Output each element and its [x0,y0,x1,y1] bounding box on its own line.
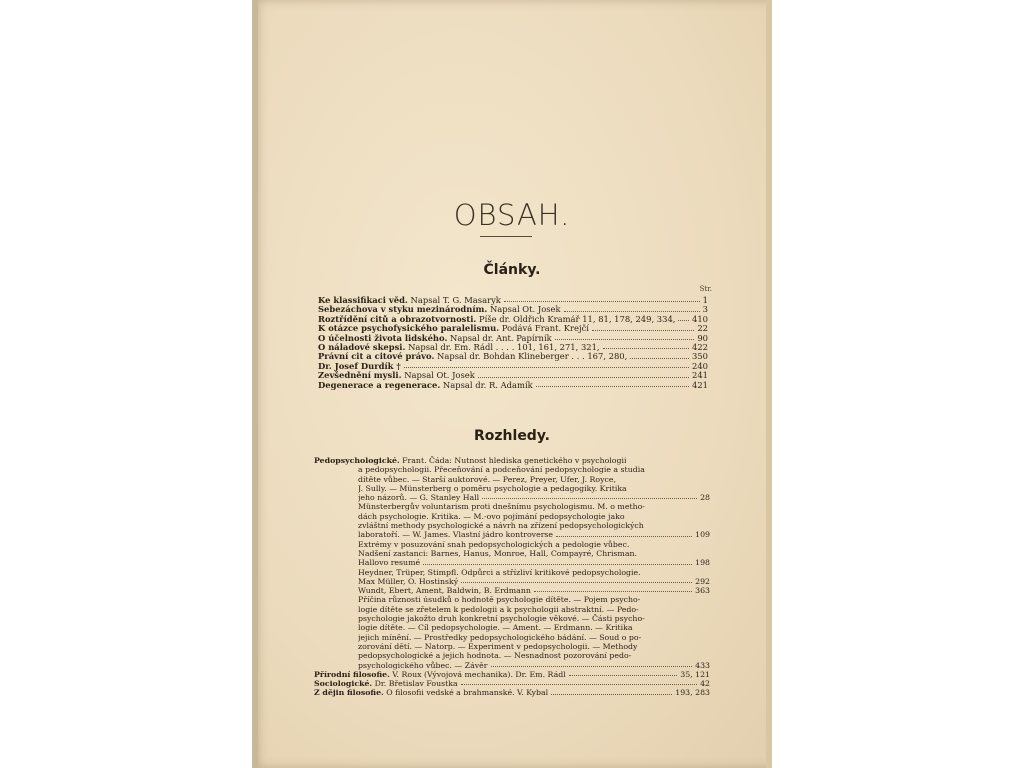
article-author: Podává Frant. Krejčí [499,324,589,334]
article-page: 241 [692,370,708,381]
book-page [252,0,772,768]
review-text [358,465,645,474]
review-text [314,456,626,465]
review-text [358,568,641,577]
review-body: Heydner, Trüper, Stimpfl. Odpůrci a střízliví kritikové pedopsychologie. [358,567,641,577]
article-author: Napsal dr. Bohdan Klineberger . . . 167, 280, [434,352,628,362]
review-line [314,623,710,632]
leader-dots [592,324,694,330]
article-entry [318,334,708,343]
review-line [314,688,710,697]
page-right-edge [766,0,772,768]
review-line [314,661,710,670]
article-author: Napsal Ot. Josek [487,305,561,315]
review-page: 28 [700,493,710,503]
review-line [314,521,710,530]
title-divider [480,236,532,237]
leader-dots [555,334,695,340]
review-text [358,605,639,614]
article-author: Napsal dr. Em. Rádl . . . . 101, 161, 271, 321, [405,342,600,352]
leader-dots [534,586,692,592]
review-body: V. Roux (Vývojová mechanika). Dr. Em. Rádl [389,669,566,679]
article-page: 240 [692,360,708,371]
review-body: Wundt, Ebert, Ament, Baldwin, B. Erdmann [358,586,531,596]
review-body: Extrémy v posuzování snah pedopsychologických a pedologie vůbec. [358,539,630,549]
article-heading: Roztřídění citů a obrazotvornosti. [318,314,477,324]
articles-heading: Články. [483,262,541,278]
review-body: jejich mínění. — Prostředky pedopsychologického bádání. — Soud o po- [358,632,642,642]
leader-dots [569,670,678,676]
review-body: a pedopsychologii. Přeceňování a podceňování pedopsychologie a studia [358,465,645,475]
review-line [314,456,710,465]
review-text [358,558,420,567]
leader-dots [404,362,689,368]
review-heading: Přírodní filosofie. [314,669,390,679]
review-text [358,623,633,632]
review-page: 363 [695,586,710,596]
review-body: logie dítěte. — Cíl pedopsychologie. — Ament. — Erdmann. — Kritika [358,623,633,633]
article-author: Píše dr. Oldřich Kramář 11, 81, 178, 249, 334, [476,314,676,324]
article-entry [318,371,708,380]
review-body: logie dítěte se zřetelem k pedologii a k psychologii abstraktní. — Pedo- [358,604,639,614]
article-heading: Dr. Josef Durdík † [318,361,401,371]
article-heading: Právní cit a citové právo. [318,352,435,362]
article-author: Napsal dr. R. Adamík [440,380,533,390]
page-column-label: Str. [699,285,712,293]
article-title [318,381,533,390]
leader-dots [461,679,697,685]
review-page: 193, 283 [675,688,710,698]
article-title [318,296,501,305]
reviews-list [314,456,710,698]
article-page: 22 [697,323,708,334]
article-entry [318,343,708,352]
article-entry [318,362,708,371]
review-text [358,651,631,660]
review-page: 35, 121 [680,669,710,679]
review-heading: Z dějin filosofie. [314,688,384,698]
review-heading: Sociologické. [314,679,373,689]
review-text [358,595,640,604]
article-author: Napsal dr. Ant. Papírník [447,333,552,343]
review-line [314,679,710,688]
review-page: 109 [695,530,710,540]
review-body: O filosofii vedské a brahmanské. V. Kybal [383,688,549,698]
review-text [358,549,637,558]
review-line [314,670,710,679]
leader-dots [491,661,693,667]
review-body: J. Sully. — Münsterberg o poměru psychologie a pedagogiky. Kritika [358,483,627,493]
article-heading: Zevšednění mysli. [318,371,402,381]
article-author: Napsal T. G. Masaryk [407,296,501,305]
review-body: psychologie jakožto druh konkretní psychologie věkové. — Části psycho- [358,614,645,624]
leader-dots [564,305,700,311]
review-line [314,577,710,586]
review-text [358,586,531,595]
article-page: 422 [692,341,708,352]
article-title [318,324,589,333]
article-heading: Sebezáchova v styku mezinárodním. [318,305,488,315]
article-heading: K otázce psychofysického paralelismu. [318,324,500,334]
review-text [314,679,458,688]
page-title: OBSAH. [453,198,571,232]
review-body: psychologického vůbec. — Závěr [358,660,488,670]
review-line [314,633,710,642]
review-body: laboratoří. — W. James. Vlastní jádro kontroverse [358,530,554,540]
review-body: Nadšení zastanci: Barnes, Hanus, Monroe, Hall, Compayré, Chrisman. [358,548,637,558]
review-line [314,558,710,567]
article-title [318,352,627,361]
leader-dots [482,493,697,499]
review-line [314,484,710,493]
review-text [358,642,637,651]
review-text [358,530,553,539]
review-text [358,512,625,521]
articles-list [318,296,708,390]
review-body: Dr. Břetislav Foustka [372,679,458,689]
article-page: 410 [692,313,708,324]
review-body: Hallovo resumé [358,558,421,568]
page-binding-edge [252,0,258,768]
review-body: Max Müller, O. Hostinský [358,576,459,586]
review-body: Frant. Čáda: Nutnost hlediska genetického v psychologii [399,456,627,465]
article-entry [318,381,708,390]
article-title [318,305,561,314]
review-line [314,465,710,474]
review-text [358,614,645,623]
review-page: 433 [695,660,710,670]
review-line [314,605,710,614]
review-text [314,688,548,697]
review-body: Münsterbergův voluntarism proti dnešnímu psychologismu. M. o metho- [358,502,645,512]
leader-dots [630,352,689,358]
article-page: 421 [692,379,708,390]
article-heading: Degenerace a regenerace. [318,380,441,390]
review-text [358,540,629,549]
leader-dots [423,558,692,564]
article-page: 3 [702,304,708,315]
review-page: 42 [700,679,710,689]
review-heading: Pedopsychologické. [314,456,400,465]
review-text [358,484,627,493]
review-text [358,633,641,642]
article-title [318,371,475,380]
review-text [314,670,566,679]
article-page: 1 [702,295,708,305]
review-body: jeho názorů. — G. Stanley Hall [358,493,480,503]
review-text [358,493,479,502]
review-line [314,493,710,502]
article-heading: Ke klassifikaci věd. [318,296,408,305]
article-title [318,334,552,343]
article-entry [318,324,708,333]
review-text [358,502,645,511]
article-author: Napsal Ot. Josek [401,371,475,381]
review-body: Příčina různosti úsudků o hodnotě psychologie dítěte. — Pojem psycho- [358,595,641,605]
article-entry [318,315,708,324]
article-page: 90 [697,332,708,343]
review-body: dách psychologie. Kritika. — M.-ovo pojímání pedopsychologie jako [358,511,625,521]
article-heading: O účelnosti života lidského. [318,333,448,343]
article-entry [318,352,708,361]
review-page: 292 [695,576,710,586]
review-line [314,512,710,521]
leader-dots [478,371,689,377]
review-line [314,595,710,604]
review-line [314,651,710,660]
leader-dots [678,315,689,321]
review-body: zvláštní methody psychologické a návrh na zřízení pedopsychologických [358,521,644,531]
review-line [314,586,710,595]
reviews-heading: Rozhledy. [474,428,550,444]
review-line [314,549,710,558]
article-heading: O náladové skepsi. [318,342,406,352]
leader-dots [556,530,692,536]
leader-dots [603,343,689,349]
review-text [358,577,458,586]
review-line [314,530,710,539]
review-body: dítěte vůbec. — Starší auktorové. — Perez, Preyer, Ufer, J. Royce, [358,474,616,484]
review-body: pedopsychologické a jejich hodnota. — Nesnadnost pozorování pedo- [358,651,632,661]
article-title [318,343,600,352]
article-title [318,315,675,324]
article-entry [318,305,708,314]
article-entry [318,296,708,305]
leader-dots [504,296,700,302]
article-title [318,362,401,371]
review-line [314,475,710,484]
review-line [314,614,710,623]
leader-dots [551,688,672,694]
review-text [358,521,644,530]
review-page: 198 [695,558,710,568]
leader-dots [461,577,692,583]
review-line [314,540,710,549]
review-text [358,475,616,484]
review-line [314,642,710,651]
leader-dots [536,381,689,387]
review-text [358,661,488,670]
review-line [314,502,710,511]
review-body: zorování dětí. — Natorp. — Experiment v pedopsychologii. — Methody [358,641,638,651]
article-page: 350 [692,351,708,362]
review-line [314,568,710,577]
